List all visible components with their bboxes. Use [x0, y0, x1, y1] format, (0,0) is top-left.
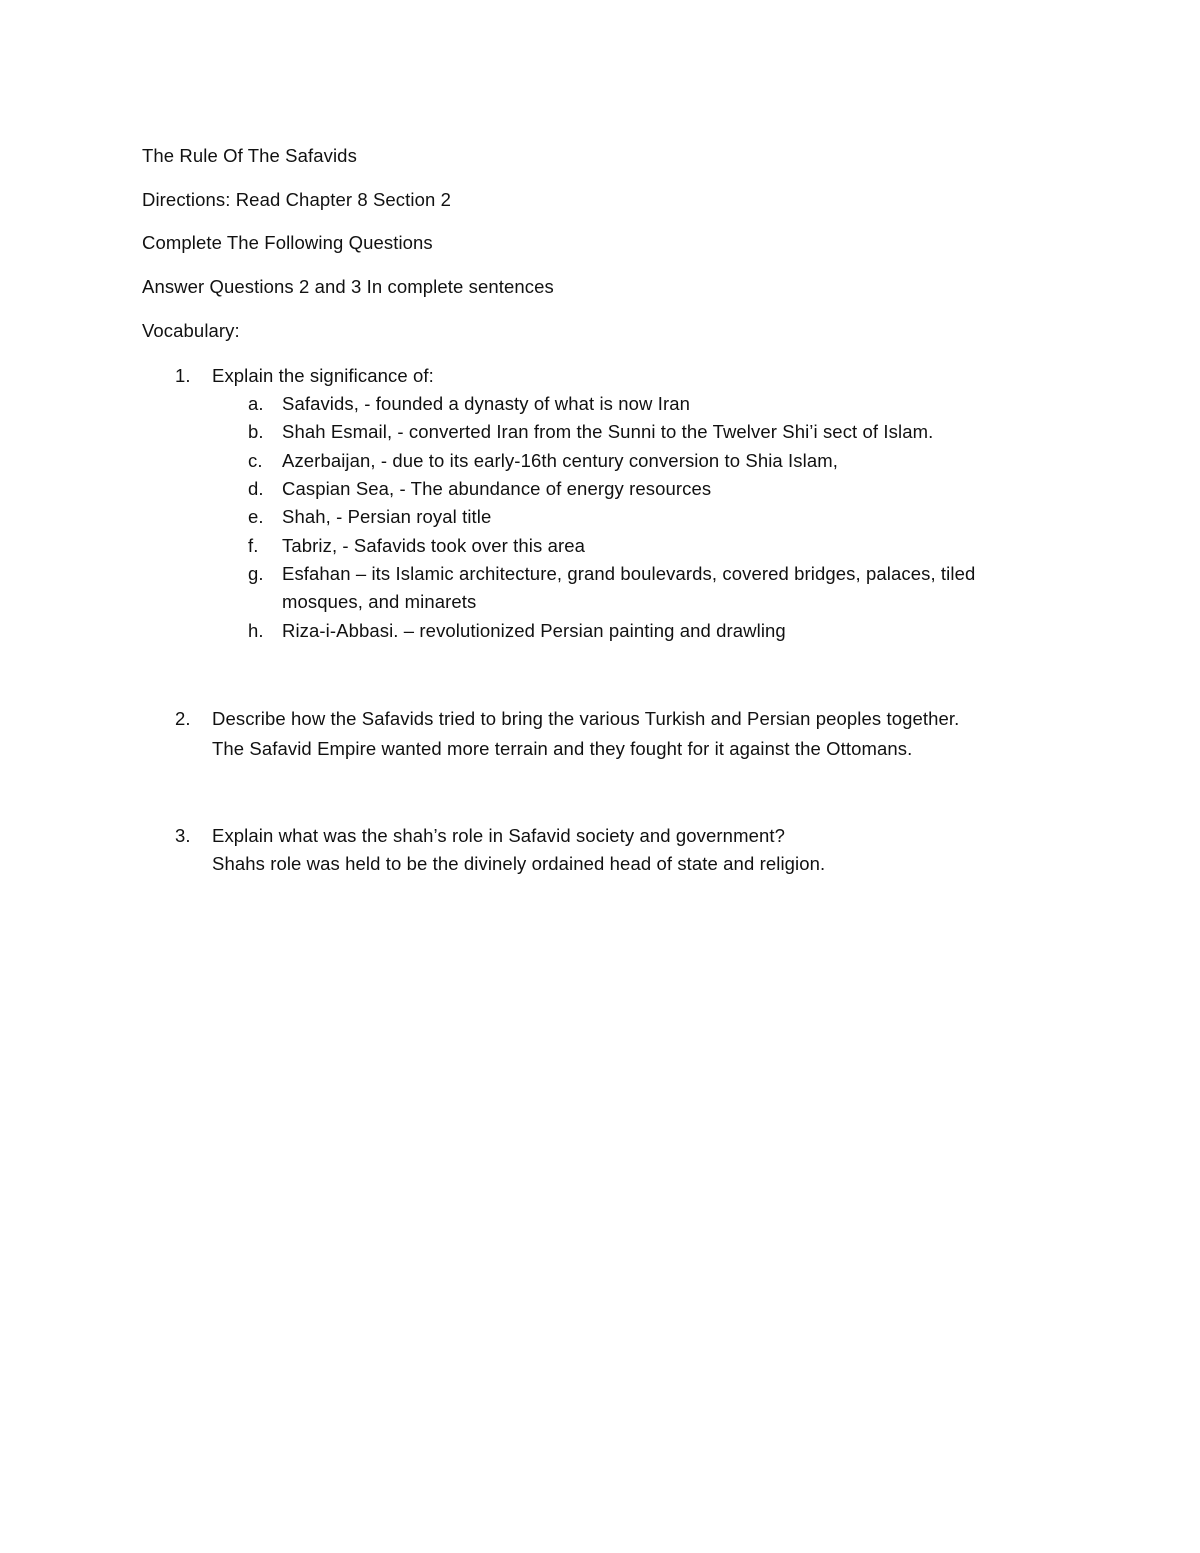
vocab-item-text: Esfahan – its Islamic architecture, grand boulevards, covered bridges, palaces, tiled: [282, 563, 976, 584]
question-3-answer: Shahs role was held to be the divinely ordained head of state and religion.: [212, 853, 826, 874]
question-1-number: 1.: [175, 365, 191, 386]
vocabulary-heading: Vocabulary:: [142, 320, 240, 341]
vocab-item-text: Tabriz, - Safavids took over this area: [282, 535, 586, 556]
vocab-item-letter: h.: [248, 620, 264, 641]
question-3-prompt: Explain what was the shah’s role in Safavid society and government?: [212, 825, 785, 846]
question-2-number: 2.: [175, 708, 191, 729]
vocab-item-letter: f.: [248, 535, 259, 556]
vocab-item-text: Riza-i-Abbasi. – revolutionized Persian painting and drawling: [282, 620, 786, 641]
question-1-prompt: Explain the significance of:: [212, 365, 434, 386]
vocab-item-text: Azerbaijan, - due to its early-16th century conversion to Shia Islam,: [282, 450, 839, 471]
vocab-item-letter: g.: [248, 563, 264, 584]
vocab-item-letter: c.: [248, 450, 263, 471]
vocab-item-letter: a.: [248, 393, 264, 414]
vocab-item-letter: d.: [248, 478, 264, 499]
vocab-item-letter: e.: [248, 506, 264, 527]
document-title: The Rule Of The Safavids: [142, 145, 357, 166]
directions-text: Directions: Read Chapter 8 Section 2: [142, 189, 452, 210]
question-2-answer: The Safavid Empire wanted more terrain and they fought for it against the Ottomans.: [212, 738, 913, 759]
instruction-complete: Complete The Following Questions: [142, 232, 433, 253]
vocab-item-text: Shah, - Persian royal title: [282, 506, 492, 527]
vocab-item-continuation: mosques, and minarets: [282, 591, 477, 612]
question-2-prompt: Describe how the Safavids tried to bring the various Turkish and Persian peoples together.: [212, 708, 960, 729]
question-3-number: 3.: [175, 825, 191, 846]
vocab-item-text: Shah Esmail, - converted Iran from the Sunni to the Twelver Shi’i sect of Islam.: [282, 421, 934, 442]
vocab-item-text: Caspian Sea, - The abundance of energy resources: [282, 478, 712, 499]
vocab-item-letter: b.: [248, 421, 264, 442]
vocab-item-text: Safavids, - founded a dynasty of what is now Iran: [282, 393, 691, 414]
instruction-answer: Answer Questions 2 and 3 In complete sentences: [142, 276, 554, 297]
